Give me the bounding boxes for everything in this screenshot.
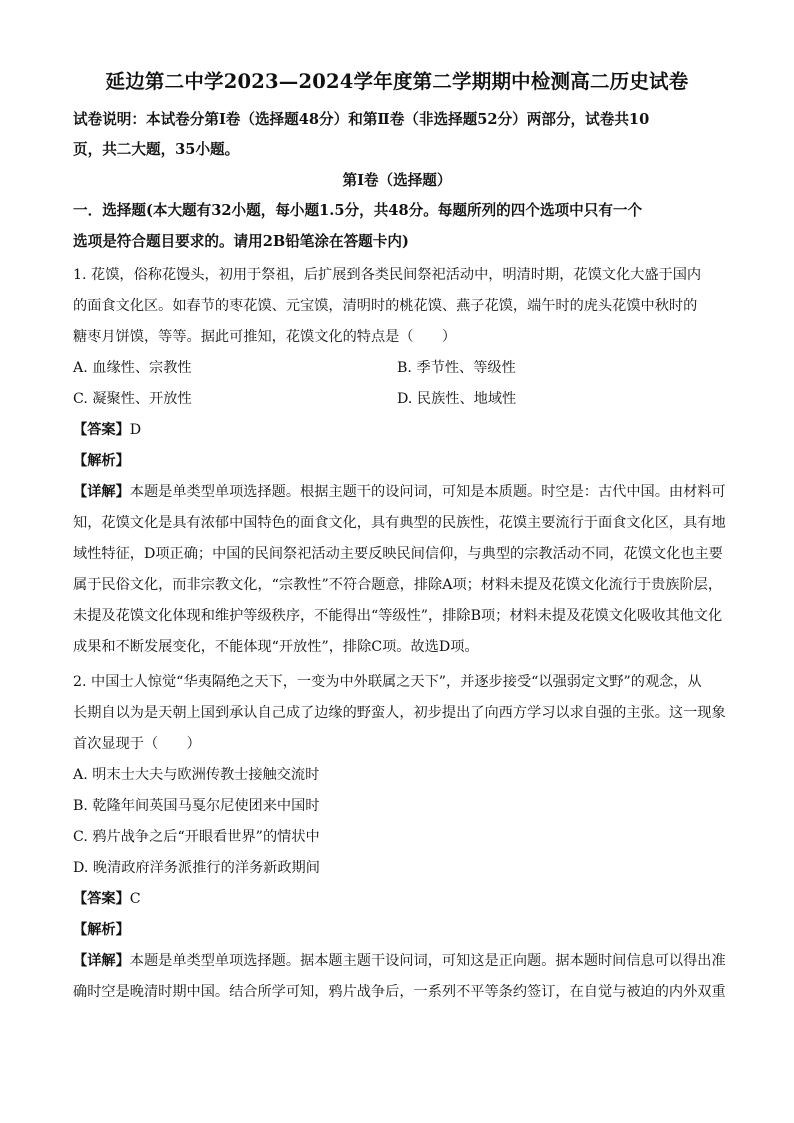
q1-option-c: C. 凝聚性、开放性 bbox=[73, 391, 192, 407]
q1-detail-line-4: 属于民俗文化，而非宗教文化，“宗教性”不符合题意，排除A项；材料未提及花馍文化流行于贵族阶层， bbox=[73, 577, 723, 593]
q2-stem-line-2: 长期自以为是天朝上国到承认自己成了边缘的野蛮人，初步提出了向西方学习以求自强的主张。这一现象 bbox=[73, 705, 726, 721]
section-heading-line-1: 一．选择题(本大题有32小题，每小题1.5分，共48分。每题所列的四个选项中只有一个 bbox=[73, 202, 643, 219]
detail-tag: 【详解】 bbox=[73, 484, 130, 500]
q2-analysis-tag: 【解析】 bbox=[73, 922, 130, 938]
q1-answer bbox=[73, 421, 141, 439]
answer-value: D bbox=[129, 422, 142, 438]
q1-stem-line-2: 的面食文化区。如春节的枣花馍、元宝馍，清明时的桃花馍、燕子花馍，端午时的虎头花馍中秋时的 bbox=[73, 298, 698, 314]
q1-detail-line-6: 成果和不断发展变化，不能体现“开放性”，排除C项。故选D项。 bbox=[73, 639, 479, 655]
q2-option-c: C. 鸦片战争之后“开眼看世界”的情状中 bbox=[73, 829, 320, 845]
q2-option-a: A. 明末士大夫与欧洲传教士接触交流时 bbox=[73, 767, 320, 783]
q2-detail-line-1: 【详解】本题是单类型单项选择题。据本题主题干设问词，可知这是正向题。据本题时间信息可以得出准 bbox=[73, 953, 726, 969]
instructions-line-2: 页，共二大题，35小题。 bbox=[73, 141, 240, 158]
q1-stem-line-1: 1. 花馍，俗称花馒头，初用于祭祖，后扩展到各类民间祭祀活动中，明清时期，花馍文化大盛于国内 bbox=[73, 267, 702, 283]
q2-option-b: B. 乾隆年间英国马戛尔尼使团来中国时 bbox=[73, 798, 320, 814]
q2-option-d: D. 晚清政府洋务派推行的洋务新政期间 bbox=[73, 860, 320, 876]
q1-detail-line-1: 【详解】本题是单类型单项选择题。根据主题干的设问词，可知是本质题。时空是：古代中国。由材料可 bbox=[73, 484, 726, 500]
q1-option-d: D. 民族性、地域性 bbox=[397, 391, 517, 407]
answer-tag: 【答案】 bbox=[73, 891, 130, 907]
q1-option-a: A. 血缘性、宗教性 bbox=[73, 360, 192, 376]
q1-detail-line-3: 域性特征，D项正确；中国的民间祭祀活动主要反映民间信仰，与典型的宗教活动不同，花馍文化也主要 bbox=[73, 546, 723, 562]
q1-stem-line-3: 糖枣月饼馍，等等。据此可推知，花馍文化的特点是（ ） bbox=[73, 329, 457, 345]
q1-detail-line-2: 知，花馍文化是具有浓郁中国特色的面食文化，具有典型的民族性，花馍主要流行于面食文化区，具有地 bbox=[73, 515, 726, 531]
q1-analysis-tag: 【解析】 bbox=[73, 453, 130, 469]
q1-detail-line-5: 未提及花馍文化体现和维护等级秩序，不能得出“等级性”，排除B项；材料未提及花馍文化吸收其他文化 bbox=[73, 608, 723, 624]
q2-detail-line-2: 确时空是晚清时期中国。结合所学可知，鸦片战争后，一系列不平等条约签订，在自觉与被迫的内外双重 bbox=[73, 984, 726, 1000]
q2-answer bbox=[73, 890, 141, 908]
instructions-line-1: 试卷说明：本试卷分第Ⅰ卷（选择题48分）和第Ⅱ卷（非选择题52分）两部分，试卷共10 bbox=[73, 111, 650, 128]
q1-option-b: B. 季节性、等级性 bbox=[397, 360, 516, 376]
q2-stem-line-3: 首次显现于（ ） bbox=[73, 736, 201, 752]
answer-tag: 【答案】 bbox=[73, 422, 130, 438]
answer-value: C bbox=[129, 891, 141, 907]
q2-stem-line-1: 2. 中国士人惊觉“华夷隔绝之天下，一变为中外联属之天下”，并逐步接受“以强弱定文野”的观念，从 bbox=[73, 674, 702, 690]
detail-tag: 【详解】 bbox=[73, 953, 130, 969]
exam-title: 延边第二中学2023—2024学年度第二学期期中检测高二历史试卷 bbox=[105, 70, 689, 93]
part-title: 第Ⅰ卷（选择题） bbox=[342, 172, 452, 189]
section-heading-line-2: 选项是符合题目要求的。请用2B铅笔涂在答题卡内) bbox=[73, 233, 409, 250]
